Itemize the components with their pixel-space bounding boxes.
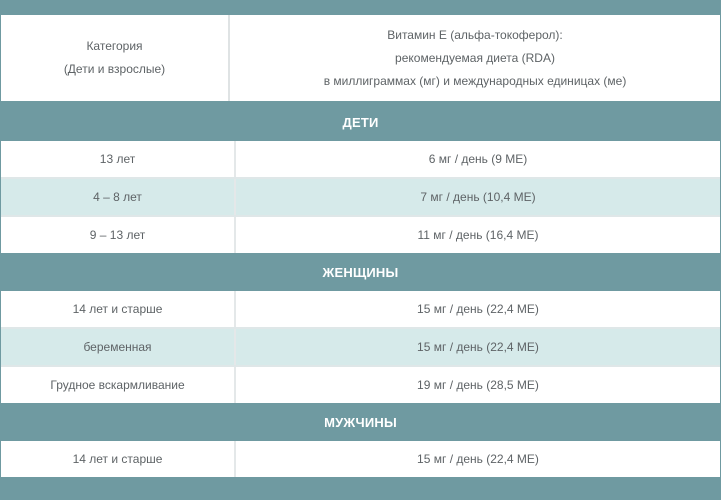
row-value: 15 мг / день (22,4 МЕ) xyxy=(417,340,539,354)
row-category: 4 – 8 лет xyxy=(1,179,236,215)
row-value: 15 мг / день (22,4 МЕ) xyxy=(417,302,539,316)
table-header xyxy=(1,15,720,103)
table-top-bar xyxy=(1,1,720,15)
row-category: 9 – 13 лет xyxy=(1,217,236,253)
row-category: Грудное вскармливание xyxy=(1,367,236,403)
table-row xyxy=(1,441,720,477)
row-category: 14 лет и старше xyxy=(1,441,236,477)
table-row xyxy=(1,367,720,403)
row-value: 19 мг / день (28,5 МЕ) xyxy=(417,378,539,392)
section-children-title: ДЕТИ xyxy=(1,103,720,141)
table-row xyxy=(1,179,720,217)
row-category: беременная xyxy=(1,329,236,365)
table-bottom-bar xyxy=(1,477,720,487)
row-value: 15 мг / день (22,4 МЕ) xyxy=(417,452,539,466)
header-value-cell xyxy=(230,15,720,101)
header-category-cell xyxy=(1,15,230,101)
header-category-line-2: (Дети и взрослые) xyxy=(63,62,166,76)
row-category: 13 лет xyxy=(1,141,236,177)
header-category-line-1: Категория xyxy=(86,39,143,53)
row-category: 14 лет и старше xyxy=(1,291,236,327)
header-value-line-3: в миллиграммах (мг) и международных единицах (ме) xyxy=(323,73,627,88)
table-row xyxy=(1,217,720,253)
header-value-line-2: рекомендуемая диета (RDA) xyxy=(395,50,555,65)
section-women-title: ЖЕНЩИНЫ xyxy=(1,253,720,291)
row-value: 6 мг / день (9 МЕ) xyxy=(428,152,528,166)
table-row xyxy=(1,141,720,179)
row-value: 7 мг / день (10,4 МЕ) xyxy=(420,190,536,204)
table-row xyxy=(1,329,720,367)
section-men-title: МУЖЧИНЫ xyxy=(1,403,720,441)
header-value-line-1: Витамин Е (альфа-токоферол): xyxy=(387,27,563,42)
table-row xyxy=(1,291,720,329)
row-value: 11 мг / день (16,4 МЕ) xyxy=(417,228,539,242)
